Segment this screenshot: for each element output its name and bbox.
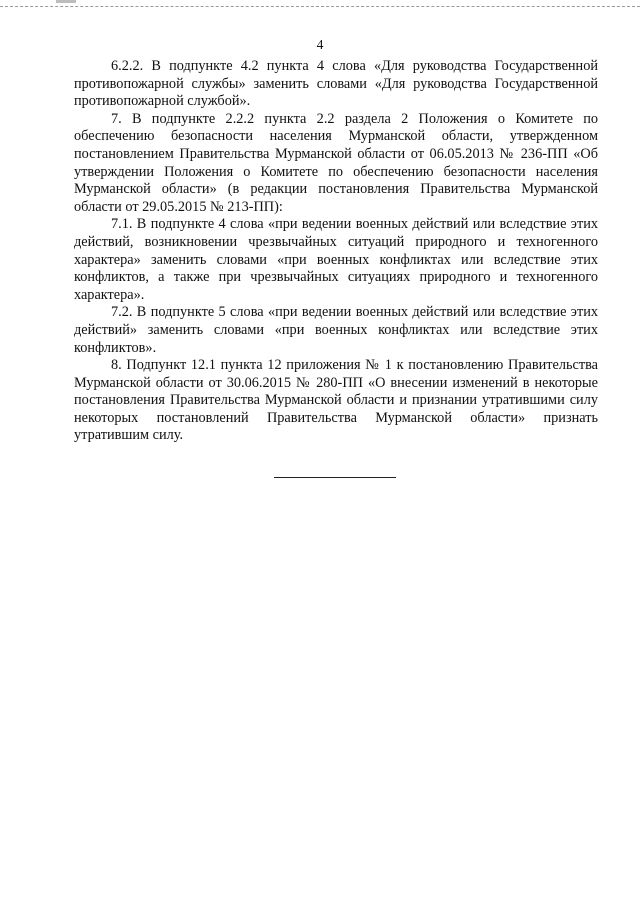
end-of-document-rule (274, 477, 396, 478)
scan-artifact-mark (56, 0, 76, 3)
paragraph-7-2: 7.2. В подпункте 5 слова «при ведении военных действий или вследствие этих действий» заменить словами «при военных конфликтах или вследствие этих конфликтов». (74, 304, 598, 356)
paragraph-7-1: 7.1. В подпункте 4 слова «при ведении военных действий или вследствие этих действий, возникновении чрезвычайных ситуаций природного и техногенного характера» заменить словами «при военных конфликтах или вследствие этих конфликтов, а также при чрезвычайных ситуациях природного и техногенного характера». (74, 216, 598, 303)
page-number: 4 (316, 37, 324, 52)
paragraph-8: 8. Подпункт 12.1 пункта 12 приложения № 1 к постановлению Правительства Мурманской области от 30.06.2015 № 280-ПП «О внесении изменений в некоторые постановления Правительства Мурманской области и признании утратившими силу некоторых постановлений Правительства Мурманской области» признать утратившим силу. (74, 357, 598, 444)
header-dashed-rule (0, 6, 640, 7)
document-body (74, 58, 598, 445)
paragraph-7: 7. В подпункте 2.2.2 пункта 2.2 раздела 2 Положения о Комитете по обеспечению безопасности населения Мурманской области, утвержденном постановлением Правительства Мурманской области от 06.05.2013 № 236-ПП «Об утверждении Положения о Комитете по обеспечению безопасности населения Мурманской области» (в редакции постановления Правительства Мурманской области от 29.05.2015 № 213-ПП): (74, 110, 598, 215)
paragraph-6-2-2: 6.2.2. В подпункте 4.2 пункта 4 слова «Для руководства Государственной противопожарной службы» заменить словами «Для руководства Государственной противопожарной службой». (74, 58, 598, 110)
